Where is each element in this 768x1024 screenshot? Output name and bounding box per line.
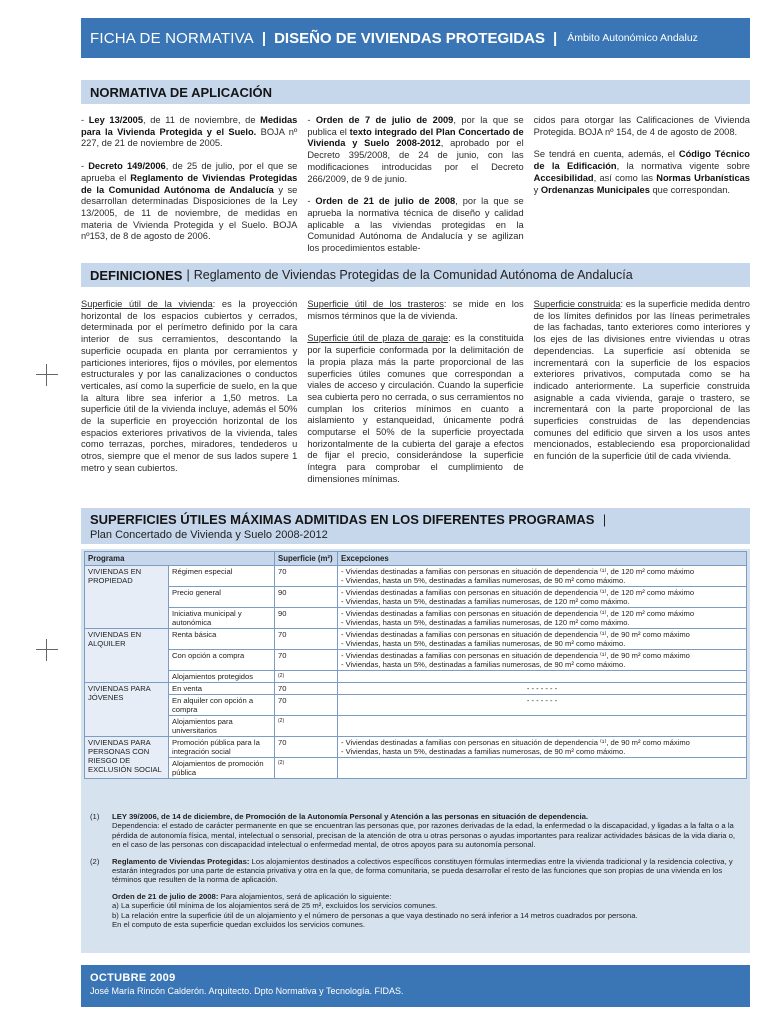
exceptions-cell (338, 737, 747, 758)
text-run: BOJA nº 227, de 21 de noviembre de 2005. (81, 126, 298, 149)
definiciones-column-3 (534, 299, 750, 497)
bold-reference: Normas Urbanísticas (656, 172, 750, 183)
exceptions-cell (338, 587, 747, 608)
note-2-orden-title: Orden de 21 de julio de 2008: (112, 891, 219, 901)
program-subtype: Alojamientos de promoción pública (169, 758, 275, 779)
surface-value: 70 (275, 566, 338, 587)
bold-reference: Accesibilidad (533, 172, 594, 183)
program-subtype: Precio general (169, 587, 275, 608)
program-group-name: VIVIENDAS EN PROPIEDAD (85, 566, 169, 629)
superficies-subtitle: Plan Concertado de Vivienda y Suelo 2008-2012 (90, 529, 328, 541)
page-title: DISEÑO DE VIVIENDAS PROTEGIDAS (274, 29, 545, 47)
table-row (85, 566, 747, 587)
footer-author: José María Rincón Calderón. Arquitecto. Dpto Normativa y Tecnología. FIDAS. (90, 986, 404, 996)
text-run: - (81, 161, 89, 172)
normativa-heading: NORMATIVA DE APLICACIÓN (90, 84, 272, 100)
surface-value: 90 (275, 608, 338, 629)
note-2-text: Los alojamientos destinados a colectivos específicos constituyen fórmulas intermedias entre la vivienda tradicional y la residencia colectiva, y estarán integrados por una parte de estancia privativa y otra en la que, de forma comunitaria, se pueda desarrollar el resto de las funciones que son propias de una vivienda en los términos que resulten de la norma de aplicación. (112, 856, 733, 885)
text-run: , la normativa vigente sobre (616, 161, 750, 172)
bold-reference: Orden de 7 de julio de 2009 (315, 115, 454, 125)
program-subtype: Renta básica (169, 629, 275, 650)
definiciones-column-1 (81, 299, 297, 497)
exceptions-cell (338, 671, 747, 683)
definition-text: : es la superficie medida dentro de los límites definidos por las líneas perimetrales de las fachadas, tanto exteriores como interiores y los ejes de las divisiones entre viviendas u otras dependencias. La superficie así obtenida se incrementará con la superficie de los espacios exteriores privativos, computada como se ha indicado anteriormente. La superficie construida asignable a cada vivienda, garaje o trastero, se incrementará con la parte proporcional de las superficies construidas de las dependencias comunes del edificio que sirven a los usos antes mencionados, estableciendo esa proporcionalidad en función de la superficie útil de cada vivienda. (533, 299, 750, 462)
superficies-table (84, 551, 747, 779)
program-group-name: VIVIENDAS PARA JÓVENES (85, 683, 169, 737)
definition-term: Superficie útil de la vivienda (81, 299, 213, 309)
program-subtype: En alquiler con opción a compra (169, 695, 275, 716)
note-2-number: (2) (90, 856, 100, 866)
bold-reference: Reglamento de Viviendas Protegidas de la Comunidad Autónoma de Andalucía (81, 172, 298, 195)
exception-line: - Viviendas, hasta un 5%, destinadas a familias numerosas, de 90 m² como máximo. (341, 747, 626, 756)
text-run: , aprobado por el Decreto 395/2008, de 24 de junio, con las modificaciones introducidas por el Decreto 266/2009, de 9 de junio. (307, 138, 524, 184)
registration-mark (36, 639, 58, 661)
program-subtype: Promoción pública para la integración social (169, 737, 275, 758)
exception-line: - Viviendas, hasta un 5%, destinadas a familias numerosas, de 90 m² como máximo. (341, 576, 626, 585)
paragraph (81, 161, 297, 243)
superficies-separator: | (602, 513, 607, 527)
text-run: - (307, 115, 316, 125)
table-row (85, 683, 747, 695)
normativa-column-3 (534, 115, 750, 266)
definition-text: : se mide en los mismos términos que la de vivienda. (307, 299, 524, 321)
exceptions-cell (338, 695, 747, 716)
definiciones-separator: | (186, 268, 190, 282)
footnote-ref: (2) (275, 671, 338, 683)
definiciones-heading-bar (81, 263, 750, 287)
exception-line: - - - - - - - (526, 696, 558, 705)
exception-line: - Viviendas destinadas a familias con personas en situación de dependencia ⁽¹⁾, de 120 m² como máximo (341, 567, 695, 576)
footer-band (81, 965, 750, 1007)
superficies-table-panel (81, 549, 750, 808)
surface-value: 70 (275, 737, 338, 758)
bold-reference: Orden de 21 de julio de 2008 (315, 196, 456, 207)
note-2-orden-text: Para alojamientos, será de aplicación lo siguiente: (218, 891, 392, 901)
note-2-item-b: b) La relación entre la superficie útil de un alojamiento y el número de personas a que vaya destinado no será inferior a 14 metros cuadrados por persona. (112, 910, 638, 920)
surface-value: 70 (275, 695, 338, 716)
program-subtype: Iniciativa municipal y autonómica (169, 608, 275, 629)
series-label: FICHA DE NORMATIVA (90, 29, 254, 47)
normativa-columns (81, 115, 750, 266)
text-run: , por la que se aprueba la normativa técnica de diseño y calidad aplicable a las viviendas protegidas en la Comunidad Autónoma de Andalucía y se agilizan los procedimientos estable- (307, 196, 524, 254)
exceptions-cell (338, 716, 747, 737)
program-subtype: Régimen especial (169, 566, 275, 587)
footer-date: OCTUBRE 2009 (90, 972, 176, 984)
definition-term: Superficie construida (533, 299, 621, 309)
definition (81, 299, 297, 475)
program-group-name: VIVIENDAS PARA PERSONAS CON RIESGO DE EXCLUSIÓN SOCIAL (85, 737, 169, 779)
definition-text: : es la proyección horizontal de los espacios cubiertos y cerrados, determinada por el perímetro definido por la cara interior de sus cerramientos, descontando la superficie ocupada en planta por cerramientos y particiones interiores, fijos o móviles, por elementos estructurales y por las canalizaciones o conductos verticales, así como la superficie de suelo, en la que la altura libre sea inferior a 1,50 metros. La superficie útil de la vivienda incluye, además el 50% de la superficie en proyección horizontal de los espacios exteriores privativos de la vivienda, tales como terrazas, porches, miradores, tendederos u otros, siempre que el menor de sus lados supere 1 metro y sean cubiertos. (81, 299, 298, 473)
definiciones-heading: DEFINICIONES (90, 267, 183, 283)
text-run: y (533, 184, 541, 195)
bold-reference: Medidas para la Vivienda Protegida y el Suelo. (81, 115, 298, 137)
note-1 (90, 812, 740, 850)
exception-line: - - - - - - - (526, 684, 558, 693)
table-row (85, 758, 747, 779)
paragraph (81, 115, 297, 150)
definition-term: Superficie útil de plaza de garaje (307, 333, 449, 344)
footnote-ref: (2) (275, 758, 338, 779)
registration-mark (36, 364, 58, 386)
surface-value: 70 (275, 650, 338, 671)
exception-line: - Viviendas destinadas a familias con personas en situación de dependencia ⁽¹⁾, de 120 m² como máximo (341, 609, 695, 618)
note-2 (90, 857, 740, 930)
exception-line: - Viviendas destinadas a familias con personas en situación de dependencia ⁽¹⁾, de 90 m² como máximo (341, 651, 690, 660)
note-2-title: Reglamento de Viviendas Protegidas: (112, 856, 250, 866)
text-run: y se desarrollan determinadas Disposiciones de la Ley 13/2005, de 11 de noviembre, de medidas en materia de Vivienda Protegida y el Suelo. BOJA nº153, de 8 de agosto de 2006. (81, 184, 298, 242)
paragraph (307, 115, 523, 185)
exception-line: - Viviendas, hasta un 5%, destinadas a familias numerosas, de 90 m² como máximo. (341, 639, 626, 648)
program-subtype: Alojamientos protegidos (169, 671, 275, 683)
program-subtype: En venta (169, 683, 275, 695)
table-header-row (85, 552, 747, 566)
surface-value: 90 (275, 587, 338, 608)
table-row (85, 650, 747, 671)
header-band (81, 18, 750, 58)
column-header-superficie: Superficie (m²) (275, 552, 338, 566)
table-row (85, 587, 747, 608)
text-run: , por la que se publica el (307, 115, 524, 137)
note-1-number: (1) (90, 812, 100, 821)
table-row (85, 716, 747, 737)
text-run: , de 11 de noviembre, de (143, 115, 261, 125)
bold-reference: Ordenanzas Municipales (540, 184, 650, 195)
table-row (85, 608, 747, 629)
column-header-excepciones: Excepciones (338, 552, 747, 566)
normativa-column-2 (307, 115, 523, 266)
bold-reference: Decreto 149/2006 (88, 161, 166, 172)
exceptions-cell (338, 608, 747, 629)
table-row (85, 629, 747, 650)
header-separator-2: | (552, 29, 558, 47)
text-run: que correspondan. (649, 184, 731, 195)
text-run: Se tendrá en cuenta, además, el (533, 149, 679, 160)
superficies-heading: SUPERFICIES ÚTILES MÁXIMAS ADMITIDAS EN LOS DIFERENTES PROGRAMAS (90, 512, 595, 527)
table-row (85, 695, 747, 716)
definition-term: Superficie útil de los trasteros (307, 299, 444, 309)
paragraph (307, 196, 523, 255)
text-run: - (81, 115, 89, 125)
exception-line: - Viviendas destinadas a familias con personas en situación de dependencia ⁽¹⁾, de 90 m² como máximo (341, 630, 690, 639)
definition (534, 299, 750, 463)
exception-line: - Viviendas, hasta un 5%, destinadas a familias numerosas, de 120 m² como máximo. (341, 597, 630, 606)
column-header-programa: Programa (85, 552, 275, 566)
definition (307, 333, 523, 485)
notes-panel (81, 808, 750, 953)
definiciones-subtitle: Reglamento de Viviendas Protegidas de la Comunidad Autónoma de Andalucía (193, 268, 633, 282)
bold-reference: texto integrado del Plan Concertado de Vivienda y Suelo 2008-2012 (307, 126, 524, 149)
table-row (85, 671, 747, 683)
text-run: , de 25 de julio, por el que se aprueba el (81, 161, 298, 183)
surface-value: 70 (275, 629, 338, 650)
exception-line: - Viviendas, hasta un 5%, destinadas a familias numerosas, de 120 m² como máximo. (341, 618, 630, 627)
superficies-heading-bar (81, 508, 750, 544)
program-subtype: Alojamientos para universitarios (169, 716, 275, 737)
paragraph (534, 149, 750, 196)
bold-reference: Código Técnico de la Edificación (533, 149, 750, 172)
note-1-title: LEY 39/2006, de 14 de diciembre, de Promoción de la Autonomía Personal y Atención a las personas en situación de dependencia. (112, 812, 589, 821)
exception-line: - Viviendas destinadas a familias con personas en situación de dependencia ⁽¹⁾, de 120 m² como máximo (341, 588, 695, 597)
program-subtype: Con opción a compra (169, 650, 275, 671)
note-2-item-a: a) La superficie útil mínima de los alojamientos será de 25 m², excluidos los servicios comunes. (112, 901, 438, 911)
exceptions-cell (338, 629, 747, 650)
exceptions-cell (338, 683, 747, 695)
exception-line: - Viviendas destinadas a familias con personas en situación de dependencia ⁽¹⁾, de 90 m² como máximo (341, 738, 690, 747)
text-run: cidos para otorgar las Calificaciones de Vivienda Protegida. BOJA nº 154, de 4 de agosto de 2008. (533, 115, 750, 137)
definition-text: : es la constituida por la superficie conformada por la delimitación de la propia plaza más la parte proporcional de las superficies útiles comunes que correspondan a viales de acceso y circulación. Cuando la superficie sea cubierta pero no cerrada, o sus cerramientos no cumplan los criterios mínimos en cuanto a aislamiento y estanqueidad, únicamente podrá computarse el 50% de la superficie proyectada horizontalmente de la cubierta del garaje a efectos de fijar el precio, considerándose la superficie íntegra para comprobar el cumplimiento de dimensiones mínimas. (307, 333, 524, 484)
normativa-heading-bar (81, 80, 750, 104)
exception-line: - Viviendas, hasta un 5%, destinadas a familias numerosas, de 90 m² como máximo. (341, 660, 626, 669)
exceptions-cell (338, 566, 747, 587)
surface-value: 70 (275, 683, 338, 695)
note-1-text: Dependencia: el estado de carácter permanente en que se encuentran las personas que, por razones derivadas de la edad, la enfermedad o la discapacidad, y ligadas a la falta o a la pérdida de autonomía física, mental, intelectual o sensorial, precisan de la atención de otra u otras personas o ayudas importantes para realizar actividades básicas de la vida diaria o, en el caso de las personas con discapacidad intelectual o enfermedad mental, de otros apoyos para su autonomía personal. (112, 821, 736, 850)
text-run: , así como las (593, 172, 657, 183)
definiciones-column-2 (307, 299, 523, 497)
exceptions-cell (338, 758, 747, 779)
table-row (85, 737, 747, 758)
header-separator: | (261, 29, 267, 47)
paragraph (534, 115, 750, 138)
program-group-name: VIVIENDAS EN ALQUILER (85, 629, 169, 683)
exceptions-cell (338, 650, 747, 671)
definiciones-columns (81, 299, 750, 497)
scope-label: Ámbito Autonómico Andaluz (567, 32, 698, 44)
text-run: - (307, 196, 316, 207)
superficies-table-body (85, 566, 747, 779)
bold-reference: Ley 13/2005 (88, 115, 144, 125)
normativa-column-1 (81, 115, 297, 266)
note-2-item-c: En el computo de esta superficie quedan excluidos los servicios comunes. (112, 920, 365, 930)
footnote-ref: (2) (275, 716, 338, 737)
definition (307, 299, 523, 322)
